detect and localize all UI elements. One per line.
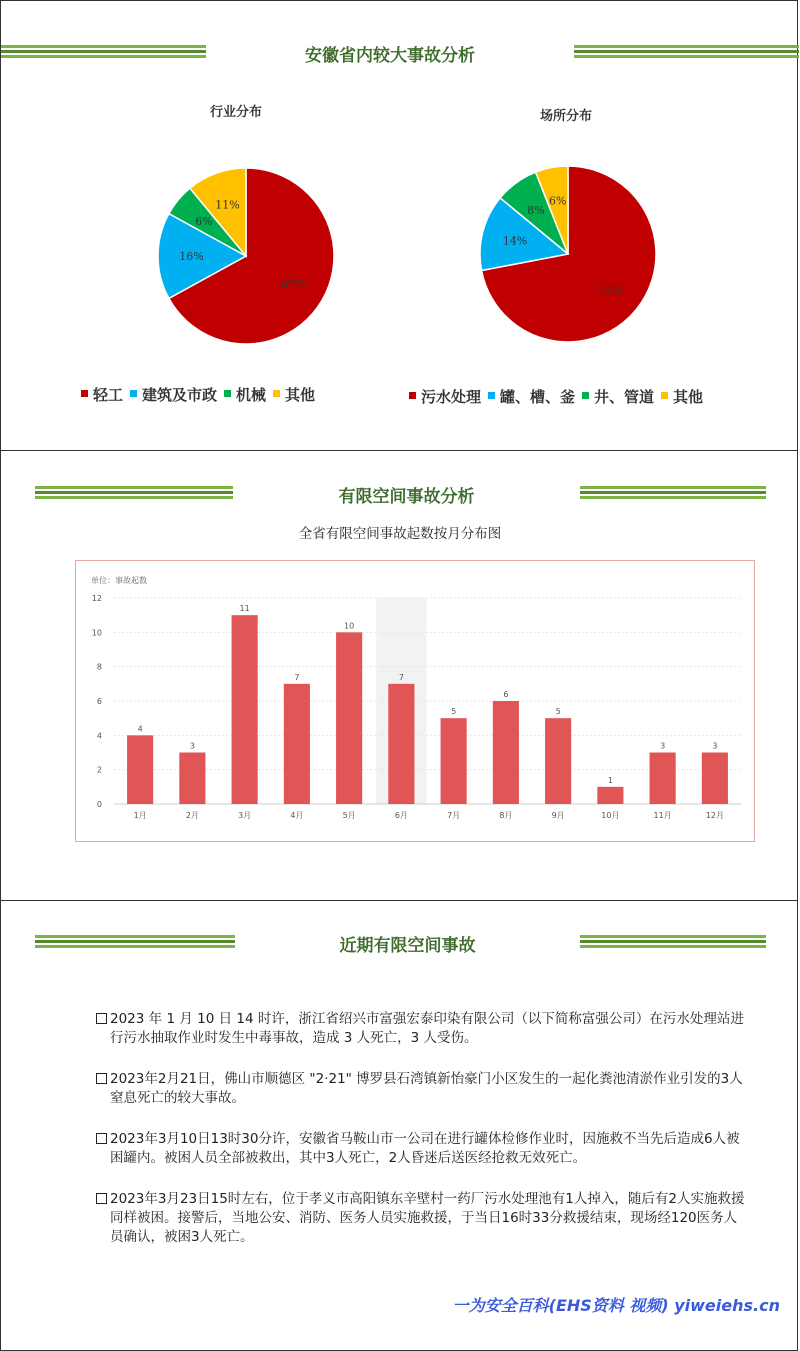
- bar-data-label: 7: [294, 672, 300, 682]
- pie-data-label: 11%: [215, 198, 240, 212]
- list-item-text: 2023 年 1 月 10 日 14 时许，浙江省绍兴市富强宏泰印染有限公司（以下简称富强公司）在污水处理站进行污水抽取作业时发生中毒事故，造成 3 人死亡，3 人受伤。: [110, 1011, 744, 1046]
- x-tick-label: 5月: [342, 811, 356, 820]
- bar-data-label: 5: [451, 707, 457, 717]
- pie-data-label: 72%: [597, 282, 623, 296]
- bullet-square-icon: [96, 1133, 107, 1144]
- list-item-text: 2023年2月21日，佛山市顺德区 "2·21" 博罗县石湾镇新怡豪门小区发生的一起化粪池清淤作业引发的3人窒息死亡的较大事故。: [110, 1071, 743, 1106]
- y-tick-label: 6: [96, 697, 102, 706]
- legend-item-sewage: [409, 388, 481, 406]
- accident-list: [90, 1010, 750, 1269]
- legend-label: 建筑及市政: [142, 386, 218, 404]
- bullet-square-icon: [96, 1193, 107, 1204]
- chart-title: 全省有限空间事故起数按月分布图: [298, 526, 502, 542]
- legend-item-construction: [130, 386, 217, 404]
- list-item: [90, 1010, 750, 1048]
- bar-data-label: 5: [555, 707, 561, 717]
- bar-data-label: 6: [503, 690, 509, 699]
- list-item: [90, 1070, 750, 1108]
- bar: [336, 632, 362, 804]
- list-item: [90, 1130, 750, 1168]
- bar-data-label: 3: [660, 741, 666, 751]
- legend-item-other: [273, 386, 315, 404]
- legend-swatch: [661, 392, 668, 399]
- pie-chart-industry: [151, 161, 341, 351]
- bar-data-label: 1: [607, 775, 613, 785]
- bar: [127, 735, 153, 804]
- bar-data-label: 10: [344, 621, 355, 631]
- y-tick-label: 10: [91, 628, 102, 638]
- bar: [493, 701, 519, 804]
- bar-data-label: 4: [137, 724, 143, 734]
- legend-item-well: [582, 388, 654, 406]
- x-tick-label: 11月: [653, 811, 672, 820]
- x-tick-label: 10月: [601, 811, 620, 820]
- x-tick-label: 7月: [447, 811, 461, 820]
- title-decoration-right: [574, 45, 799, 59]
- pie-data-label: 67%: [280, 277, 306, 291]
- bullet-square-icon: [96, 1013, 107, 1024]
- title-decoration-right: [580, 486, 766, 500]
- y-tick-label: 12: [91, 594, 102, 603]
- bar-data-label: 3: [189, 741, 195, 751]
- bar: [597, 787, 623, 804]
- pie-title-location: 场所分布: [539, 109, 592, 124]
- section-industry-analysis: [0, 0, 798, 451]
- x-tick-label: 1月: [133, 811, 147, 820]
- list-item: [90, 1190, 750, 1247]
- legend-label: 罐、槽、釜: [500, 388, 576, 406]
- bar: [284, 684, 310, 804]
- pie-title-industry: 行业分布: [209, 105, 262, 120]
- bar: [232, 615, 258, 804]
- legend-swatch: [409, 392, 416, 399]
- x-tick-label: 2月: [185, 811, 199, 820]
- legend-swatch: [488, 392, 495, 399]
- footer-watermark: 一为安全百科(EHS资料 视频) yiweiehs.cn: [452, 1296, 780, 1315]
- bar-data-label: 11: [239, 604, 250, 614]
- bar: [441, 718, 467, 804]
- bar: [650, 753, 676, 805]
- legend-label: 轻工: [93, 386, 124, 404]
- bar-chart-monthly: [76, 561, 754, 841]
- x-tick-label: 4月: [290, 811, 304, 820]
- legend-item-other: [661, 388, 703, 406]
- bar-data-label: 7: [398, 672, 404, 682]
- pie-legend-industry: [81, 384, 322, 405]
- pie-data-label: 8%: [527, 203, 545, 217]
- legend-label: 污水处理: [421, 388, 482, 406]
- x-tick-label: 12月: [705, 811, 724, 820]
- pie-legend-location: [409, 386, 710, 407]
- legend-label: 其他: [673, 388, 704, 406]
- section-title: 安徽省内较大事故分析: [305, 46, 475, 66]
- section-title: 近期有限空间事故: [339, 936, 476, 956]
- title-decoration-left: [35, 486, 233, 500]
- pie-data-label: 6%: [549, 194, 567, 208]
- bar-chart-frame: [75, 560, 755, 842]
- bar-data-label: 3: [712, 741, 718, 751]
- pie-chart-location: [473, 159, 663, 349]
- pie-data-label: 14%: [502, 234, 528, 248]
- legend-swatch: [273, 390, 280, 397]
- y-tick-label: 8: [96, 662, 102, 672]
- x-tick-label: 8月: [499, 811, 513, 820]
- legend-label: 机械: [236, 386, 267, 404]
- bullet-square-icon: [96, 1073, 107, 1084]
- pie-data-label: 6%: [195, 215, 213, 229]
- legend-item-tank: [488, 388, 575, 406]
- x-tick-label: 3月: [238, 811, 252, 820]
- bar: [388, 684, 414, 804]
- bar: [702, 753, 728, 805]
- legend-swatch: [81, 390, 88, 397]
- legend-swatch: [224, 390, 231, 397]
- y-tick-label: 4: [96, 731, 102, 741]
- bar: [179, 753, 205, 805]
- y-tick-label: 2: [96, 765, 102, 775]
- section-title: 有限空间事故分析: [338, 487, 475, 507]
- x-tick-label: 6月: [394, 811, 408, 820]
- legend-swatch: [582, 392, 589, 399]
- legend-label: 其他: [285, 386, 316, 404]
- legend-label: 井、管道: [594, 388, 655, 406]
- title-decoration-left: [1, 45, 206, 59]
- legend-item-machinery: [224, 386, 266, 404]
- legend-swatch: [130, 390, 137, 397]
- list-item-text: 2023年3月23日15时左右，位于孝义市高阳镇东辛壁村一药厂污水处理池有1人掉入，随后有2人实施救援同样被困。接警后，当地公安、消防、医务人员实施救援，于当日16时33分救援结束，现场经120医务人员确认，被困3人死亡。: [110, 1191, 745, 1245]
- bar: [545, 718, 571, 804]
- title-decoration-right: [580, 935, 766, 949]
- x-tick-label: 9月: [551, 811, 565, 820]
- pie-data-label: 16%: [179, 250, 204, 263]
- title-decoration-left: [35, 935, 235, 949]
- unit-label: 单位：事故起数: [91, 576, 147, 585]
- list-item-text: 2023年3月10日13时30分许，安徽省马鞍山市一公司在进行罐体检修作业时，因施救不当先后造成6人被困罐内。被困人员全部被救出，其中3人死亡，2人昏迷后送医经抢救无效死亡。: [110, 1131, 740, 1166]
- legend-item-light-industry: [81, 386, 123, 404]
- y-tick-label: 0: [96, 800, 102, 809]
